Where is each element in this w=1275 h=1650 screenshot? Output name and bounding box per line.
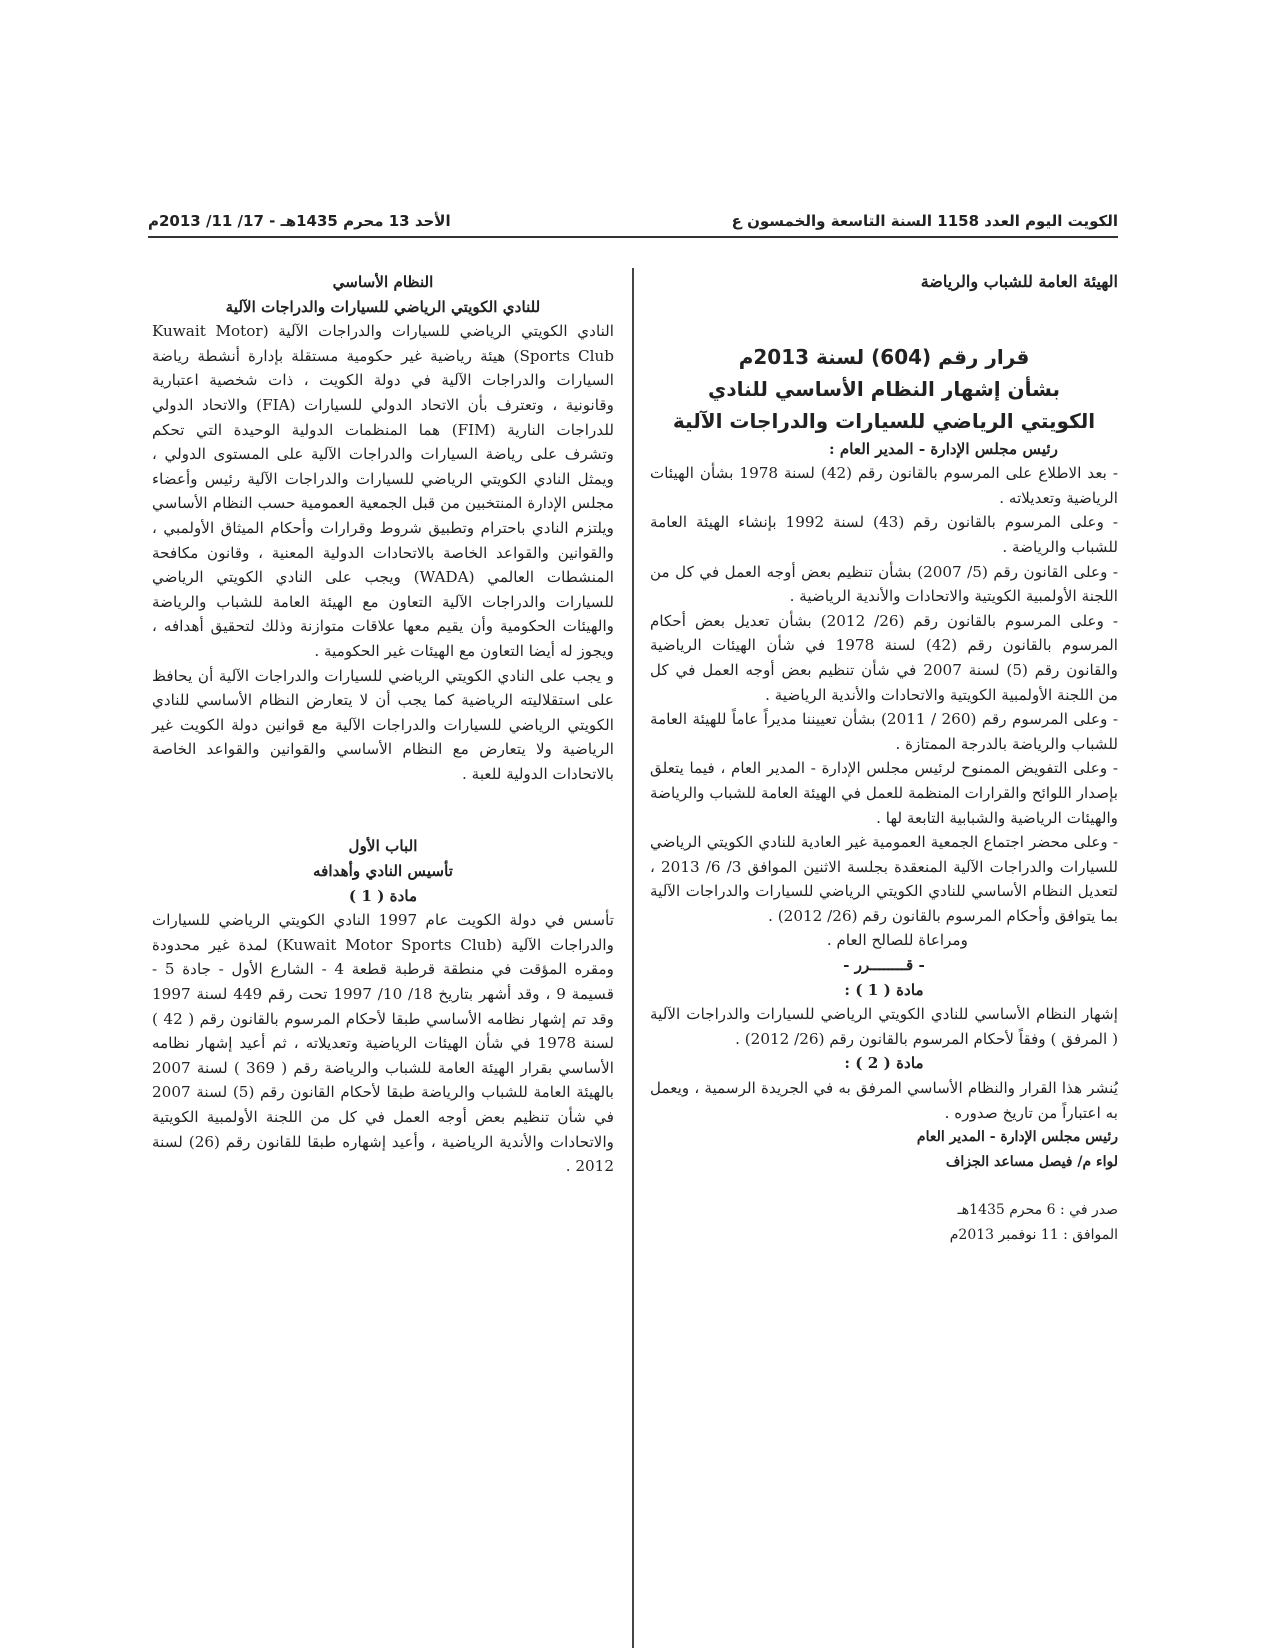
preamble-paragraph: - بعد الاطلاع على المرسوم بالقانون رقم (42) لسنة 1978 بشأن الهيئات الرياضية وتعديلاته . [650, 464, 1119, 507]
article-2-heading: مادة ( 2 ) : [844, 1054, 924, 1073]
decree-subject-1: بشأن إشهار النظام الأساسي للنادي [708, 376, 1060, 401]
column-divider [632, 268, 634, 1648]
preamble-paragraph: - وعلى القانون رقم (5/ 2007) بشأن تنظيم بعض أوجه العمل في كل من اللجنة الأولمبية الكويتية والاتحادات والأندية الرياضية . [650, 562, 1118, 606]
article-1-heading: مادة ( 1 ) : [844, 980, 924, 999]
decree-issuer: رئيس مجلس الإدارة - المدير العام : [828, 439, 1058, 458]
chapter-heading: الباب الأول [348, 837, 418, 856]
statute-intro-paragraph: النادي الكويتي الرياضي للسيارات والدراجات الآلية (Kuwait Motor Sports Club) هيئة رياضية غير حكومية مستقلة بإدارة أنشطة رياضة السيارات والدراجات الآلية في دولة الكويت ، ذات شخصية اعتبارية وقانونية ، وتعترف بأن الاتحاد الدولي للسيارات (FIA) والاتحاد الدولي للدراجات النارية (FIM) هما المنظمات الدولية الوحيدة التي تحكم وتشرف على رياضة السيارات والدراجات الآلية على المستوى الدولي ، ويمثل النادي الكويتي الرياضي للسيارات والدراجات الآلية رئيس وأعضاء مجلس الإدارة المنتخبين من قبل الجمعية العمومية حسب النظام الأساسي ويلتزم النادي باحترام وتطبيق شروط وقرارات وأحكام الميثاق الأولمبي ، والقوانين والقواعد الخاصة بالاتحادات الدولية المعنية ، وقانون مكافحة المنشطات العالمي (WADA) ويجب على النادي الكويتي الرياضي للسيارات والدراجات الآلية التعاون مع الهيئة العامة للشباب والرياضة والهيئات الحكومية وأن يقيم معها علاقات متوازنة وذلك لتحقيق أهدافه ، ويجوز له أيضا التعاون مع الهيئات غير الحكومية . [152, 322, 615, 660]
statute-article-1-heading: مادة ( 1 ) [348, 886, 418, 905]
statute-subheading: للنادي الكويتي الرياضي للسيارات والدراجات الآلية [225, 297, 541, 316]
issue-date-hijri: صدر في : 6 محرم 1435هـ [957, 1202, 1118, 1219]
preamble-paragraph: - وعلى التفويض الممنوح لرئيس مجلس الإدارة - المدير العام ، فيما يتعلق بإصدار اللوائح والقرارات المنظمة للعمل في الهيئة العامة للشباب والرياضة والهيئات الرياضية والشبابية التابعة لها . [650, 759, 1118, 827]
statute-intro-paragraph: و يجب على النادي الكويتي الرياضي للسيارات والدراجات الآلية أن يحافظ على استقلاليته الرياضية كما يجب أن لا يتعارض النظام الأساسي للنادي الكويتي الرياضي للسيارات والدراجات الآلية مع قوانين دولة الكويت غير الرياضية ولا يتعارض مع النظام الأساسي والقوانين والقواعد الخاصة بالاتحادات الدولية للعبة . [152, 666, 614, 783]
statute-heading: النظام الأساسي [332, 273, 434, 291]
header-date: الأحد 13 محرم 1435هـ - 17/ 11/ 2013م [148, 212, 451, 230]
signatory-name: لواء م/ فيصل مساعد الجزاف [945, 1153, 1118, 1170]
statute-column [152, 270, 614, 1179]
page-header [148, 212, 1118, 236]
signatory-title: رئيس مجلس الإدارة - المدير العام [916, 1129, 1118, 1146]
decree-number: قرار رقم (604) لسنة 2013م [738, 344, 1030, 369]
article-1-text: إشهار النظام الأساسي للنادي الكويتي الرياضي للسيارات والدراجات الآلية ( المرفق ) وفقاً لأحكام المرسوم بالقانون رقم (26/ 2012) . [650, 1005, 1118, 1048]
issue-date-gregorian: الموافق : 11 نوفمبر 2013م [949, 1227, 1118, 1243]
article-2-text: يُنشر هذا القرار والنظام الأساسي المرفق به في الجريدة الرسمية ، ويعمل به اعتباراً من تاريخ صدوره . [650, 1079, 1118, 1122]
header-rule [148, 236, 1118, 238]
decree-subject-2: الكويتي الرياضي للسيارات والدراجات الآلية [672, 408, 1096, 433]
preamble-paragraph: - وعلى المرسوم بالقانون رقم (26/ 2012) بشأن تعديل بعض أحكام المرسوم بالقانون رقم (42) لسنة 1978 في شأن الهيئات الرياضية والقانون رقم (5) لسنة 2007 في شأن تنظيم بعض أوجه العمل في كل من اللجنة الأولمبية الكويتية والاتحادات والأندية الرياضية . [650, 611, 1118, 704]
decree-column [650, 270, 1118, 1248]
preamble-paragraph: - وعلى المرسوم بالقانون رقم (43) لسنة 1992 بإنشاء الهيئة العامة للشباب والرياضة . [650, 513, 1119, 556]
chapter-title: تأسيس النادي وأهدافه [313, 862, 453, 881]
header-issue-info: الكويت اليوم العدد 1158 السنة التاسعة والخمسون ع [731, 212, 1118, 230]
public-interest-line: ومراعاة للصالح العام . [826, 931, 968, 950]
preamble-paragraph: - وعلى المرسوم رقم (260 / 2011) بشأن تعييننا مديراً عاماً للهيئة العامة للشباب والرياضة بالدرجة الممتازة . [650, 710, 1118, 753]
statute-article-1-text: تأسس في دولة الكويت عام 1997 النادي الكويتي الرياضي للسيارات والدراجات الآلية (Kuwait Motor Sports Club) لمدة غير محدودة ومقره المؤقت في منطقة قرطبة قطعة 4 - الشارع الأول - جادة 5 - قسيمة 9 ، وقد أشهر بتاريخ 18/ 10/ 1997 تحت رقم 449 لسنة 1997 وقد تم إشهار نظامه الأساسي طبقا لأحكام المرسوم بالقانون رقم ( 42 ) لسنة 1978 في شأن الهيئات الرياضية وتعديلاته ، ثم أعيد إشهار نظامه الأساسي بقرار الهيئة العامة للشباب والرياضة رقم ( 369 ) لسنة 2007 بالهيئة العامة للشباب والرياضة طبقا لأحكام القانون رقم (5) لسنة 2007 في شأن تنظيم بعض أوجه العمل في كل من اللجنة الأولمبية الكويتية والاتحادات والأندية الرياضية ، وأعيد إشهاره طبقا للقانون رقم (26) لسنة 2012 . [152, 911, 615, 1176]
decided-heading: - قــــــــرر - [843, 956, 925, 975]
issuing-authority: الهيئة العامة للشباب والرياضة [920, 272, 1118, 291]
preamble-paragraph: - وعلى محضر اجتماع الجمعية العمومية غير العادية للنادي الكويتي الرياضي للسيارات والدراجات الآلية المنعقدة بجلسة الاثنين الموافق 3/ 6/ 2013 ، لتعديل النظام الأساسي للنادي الكويتي الرياضي للسيارات والدراجات الآلية بما يتوافق وأحكام المرسوم بالقانون رقم (26/ 2012) . [650, 833, 1118, 925]
